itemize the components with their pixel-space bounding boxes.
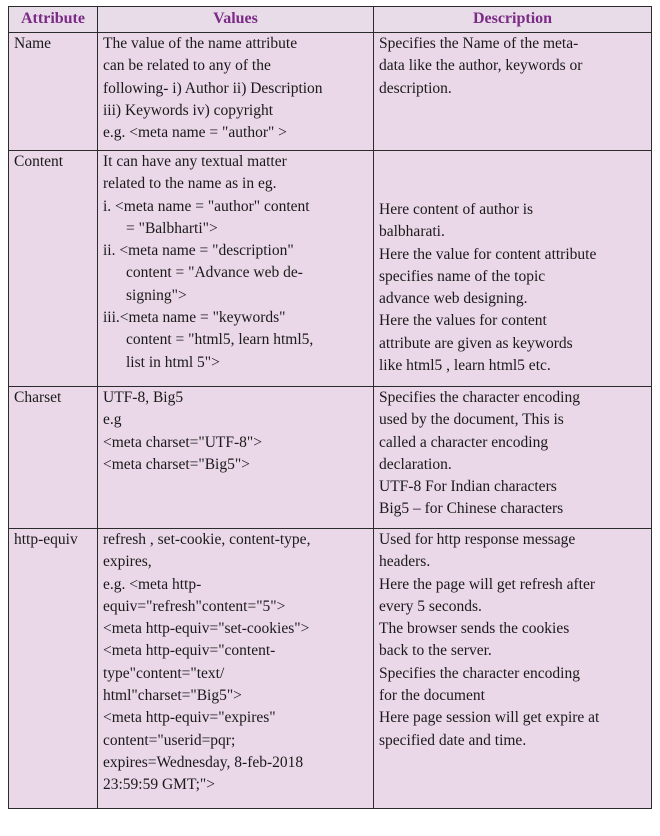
values-line: equiv="refresh"content="5">: [103, 597, 286, 615]
description-line: Big5 – for Chinese characters: [379, 500, 564, 518]
description-cell: [374, 529, 652, 809]
values-line: 23:59:59 GMT;">: [103, 776, 215, 794]
values-line: e.g. <meta name = "author" >: [103, 124, 287, 142]
values-line: <meta http-equiv="expires": [103, 709, 276, 727]
values-line: expires,: [103, 553, 152, 571]
values-line: type"content="text/: [103, 664, 225, 682]
attribute-cell: [9, 387, 98, 529]
attribute-cell: [9, 33, 98, 151]
description-line: called a character encoding: [379, 433, 549, 451]
description-spacer: [379, 151, 647, 175]
values-line: following- i) Author ii) Description: [103, 79, 323, 97]
values-line: related to the name as in eg.: [103, 175, 277, 193]
attribute-name: Charset: [14, 389, 62, 406]
attribute-name: Content: [14, 153, 64, 170]
values-line: <meta http-equiv="set-cookies">: [103, 620, 310, 638]
values-line: UTF-8, Big5: [103, 389, 184, 406]
description-cell: [374, 33, 652, 151]
description-line: Here the value for content attribute: [379, 245, 597, 263]
header-attribute: Attribute: [9, 7, 98, 33]
values-line: e.g: [103, 411, 122, 429]
header-values: Values: [98, 7, 374, 33]
description-line: balbharati.: [379, 223, 445, 241]
values-cell: [98, 529, 374, 809]
meta-attributes-table: [8, 6, 652, 809]
description-line: advance web designing.: [379, 290, 528, 308]
description-line: headers.: [379, 553, 431, 571]
values-line: expires=Wednesday, 8-feb-2018: [103, 753, 304, 771]
table-row: [9, 33, 652, 151]
values-line: signing">: [126, 286, 187, 304]
description-line: Specifies the character encoding: [379, 389, 580, 406]
values-line: content="userid=pqr;: [103, 731, 236, 749]
attribute-name: http-equiv: [14, 531, 78, 548]
description-line: back to the server.: [379, 642, 492, 660]
table-row: [9, 151, 652, 387]
description-line: Used for http response message: [379, 531, 576, 548]
values-cell: [98, 151, 374, 387]
values-line: <meta http-equiv="content-: [103, 642, 276, 660]
values-line: <meta charset="Big5">: [103, 455, 250, 473]
values-line: can be related to any of the: [103, 57, 271, 75]
values-cell: [98, 387, 374, 529]
attribute-name: Name: [14, 35, 52, 52]
values-line: html"charset="Big5">: [103, 687, 242, 705]
values-line: The value of the name attribute: [103, 35, 298, 52]
values-line: refresh , set-cookie, content-type,: [103, 531, 311, 548]
description-cell: [374, 151, 652, 387]
description-line: Here page session will get expire at: [379, 709, 600, 727]
description-line: Specifies the character encoding: [379, 664, 580, 682]
values-line: list in html 5">: [126, 353, 220, 371]
description-line: Here the page will get refresh after: [379, 575, 596, 593]
values-line: <meta charset="UTF-8">: [103, 433, 262, 451]
description-line: attribute are given as keywords: [379, 334, 573, 352]
description-spacer: [379, 175, 647, 199]
values-line: iii.<meta name = "keywords": [103, 309, 286, 327]
description-line: specifies name of the topic: [379, 267, 546, 285]
description-line: every 5 seconds.: [379, 597, 482, 615]
description-line: declaration.: [379, 455, 452, 473]
description-line: The browser sends the cookies: [379, 620, 570, 638]
values-line: iii) Keywords iv) copyright: [103, 101, 274, 119]
description-line: Here the values for content: [379, 312, 547, 330]
values-line: e.g. <meta http-: [103, 575, 202, 593]
values-line: content = "html5, learn html5,: [126, 331, 314, 349]
description-line: for the document: [379, 687, 485, 705]
values-line: i. <meta name = "author" content: [103, 197, 310, 215]
header-description: Description: [374, 7, 652, 33]
description-line: description.: [379, 79, 452, 97]
values-line: It can have any textual matter: [103, 153, 287, 170]
description-line: like html5 , learn html5 etc.: [379, 357, 551, 375]
description-line: Here content of author is: [379, 201, 534, 218]
description-line: specified date and time.: [379, 731, 527, 749]
description-line: data like the author, keywords or: [379, 57, 583, 75]
values-line: ii. <meta name = "description": [103, 242, 294, 260]
table-row: [9, 387, 652, 529]
header-row: [9, 7, 652, 33]
description-line: Specifies the Name of the meta-: [379, 35, 579, 52]
description-line: used by the document, This is: [379, 411, 564, 429]
values-line: = "Balbharti">: [126, 219, 218, 237]
table-row: [9, 529, 652, 809]
attribute-cell: [9, 529, 98, 809]
values-line: content = "Advance web de-: [126, 264, 303, 282]
values-cell: [98, 33, 374, 151]
attribute-cell: [9, 151, 98, 387]
description-cell: [374, 387, 652, 529]
description-line: UTF-8 For Indian characters: [379, 478, 557, 496]
